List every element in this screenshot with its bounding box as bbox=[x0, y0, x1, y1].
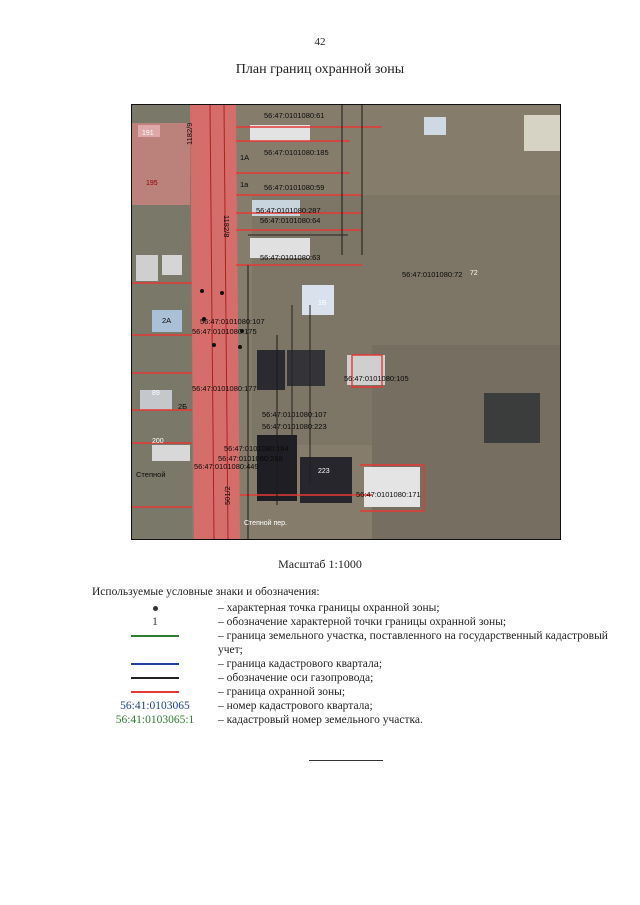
legend-text: – граница земельного участка, поставленного на государственный кадастровый учет; bbox=[218, 630, 608, 656]
legend-text: – обозначение характерной точки границы охранной зоны; bbox=[218, 616, 507, 628]
legend-text: – обозначение оси газопровода; bbox=[218, 672, 374, 684]
legend-item-quarter-number bbox=[92, 699, 612, 713]
page-title: План границ охранной зоны bbox=[235, 62, 405, 77]
legend bbox=[92, 601, 612, 727]
point-label-sample: 1 bbox=[152, 616, 158, 628]
legend-item-boundary-point bbox=[92, 601, 612, 615]
parcel-label: 56:47:0101080:185 bbox=[264, 148, 329, 157]
legend-text: – граница охранной зоны; bbox=[218, 686, 346, 698]
road-label: 501/2 bbox=[223, 486, 232, 505]
parcel-label: 56:47:0101080:287 bbox=[256, 206, 321, 215]
parcel-label: 56:47:0101080:105 bbox=[344, 374, 409, 383]
green-line-icon bbox=[131, 635, 179, 637]
house-number: 1Б bbox=[318, 300, 327, 307]
page-number: 42 bbox=[314, 36, 326, 48]
house-number: 72 bbox=[470, 270, 478, 277]
parcel-number-sample: 56:41:0103065:1 bbox=[115, 714, 195, 726]
parcel-label: 56:47:0101080:449 bbox=[194, 462, 259, 471]
legend-text: – номер кадастрового квартала; bbox=[218, 700, 373, 712]
house-number: 195 bbox=[146, 180, 158, 187]
parcel-label: 56:47:0101080:223 bbox=[262, 422, 327, 431]
boundary-point-icon bbox=[153, 606, 158, 611]
house-number: 2Б bbox=[178, 402, 188, 411]
legend-item-zone-boundary bbox=[92, 685, 612, 699]
legend-item-quarter-boundary bbox=[92, 657, 612, 671]
parcel-label: 56:47:0101080:177 bbox=[192, 384, 257, 393]
legend-item-parcel-number bbox=[92, 713, 612, 727]
house-number: 2А bbox=[162, 316, 172, 325]
legend-text: – граница кадастрового квартала; bbox=[218, 658, 383, 670]
street-label: Степной пер. bbox=[244, 520, 288, 527]
parcel-label: 56:47:0101080:184 bbox=[224, 444, 289, 453]
parcel-label: 56:47:0101080:72 bbox=[402, 270, 463, 279]
parcel-label: 56:47:0101080:268 bbox=[218, 454, 283, 463]
legend-text: – кадастровый номер земельного участка. bbox=[218, 714, 423, 726]
street-label: Степной bbox=[136, 470, 166, 479]
legend-heading: Используемые условные знаки и обозначения: bbox=[92, 586, 320, 598]
house-number: 1А bbox=[240, 153, 250, 162]
footer-rule bbox=[309, 760, 383, 761]
parcel-label: 56:47:0101080:64 bbox=[260, 216, 321, 225]
black-line-icon bbox=[131, 677, 179, 679]
road-label: 1182/9 bbox=[185, 122, 194, 145]
legend-item-point-label bbox=[92, 615, 612, 629]
map-scale: Масштаб 1:1000 bbox=[278, 557, 362, 571]
parcel-label: 56:47:0101080:107 bbox=[200, 317, 265, 326]
quarter-number-sample: 56:41:0103065 bbox=[120, 700, 190, 712]
road-label: 1182/8 bbox=[222, 215, 231, 238]
blue-line-icon bbox=[131, 663, 179, 665]
house-number: 200 bbox=[152, 438, 164, 445]
parcel-label: 56:47:0101080:175 bbox=[192, 327, 257, 336]
red-line-icon bbox=[131, 691, 179, 693]
parcel-label: 56:47:0101080:61 bbox=[264, 111, 325, 120]
parcel-label: 56:47:0101080:63 bbox=[260, 253, 321, 262]
parcel-label: 56:47:0101080:171 bbox=[356, 490, 421, 499]
parcel-label: 56:47:0101080:59 bbox=[264, 183, 325, 192]
legend-item-parcel-boundary bbox=[92, 629, 612, 657]
house-number: 223 bbox=[318, 468, 330, 475]
house-number: 1а bbox=[240, 180, 249, 189]
legend-item-gas-axis bbox=[92, 671, 612, 685]
house-number: 89 bbox=[152, 390, 160, 397]
legend-text: – характерная точка границы охранной зоны; bbox=[218, 602, 440, 614]
parcel-label: 56:47:0101080:107 bbox=[262, 410, 327, 419]
map-image bbox=[131, 104, 561, 540]
house-number: 191 bbox=[142, 130, 154, 137]
